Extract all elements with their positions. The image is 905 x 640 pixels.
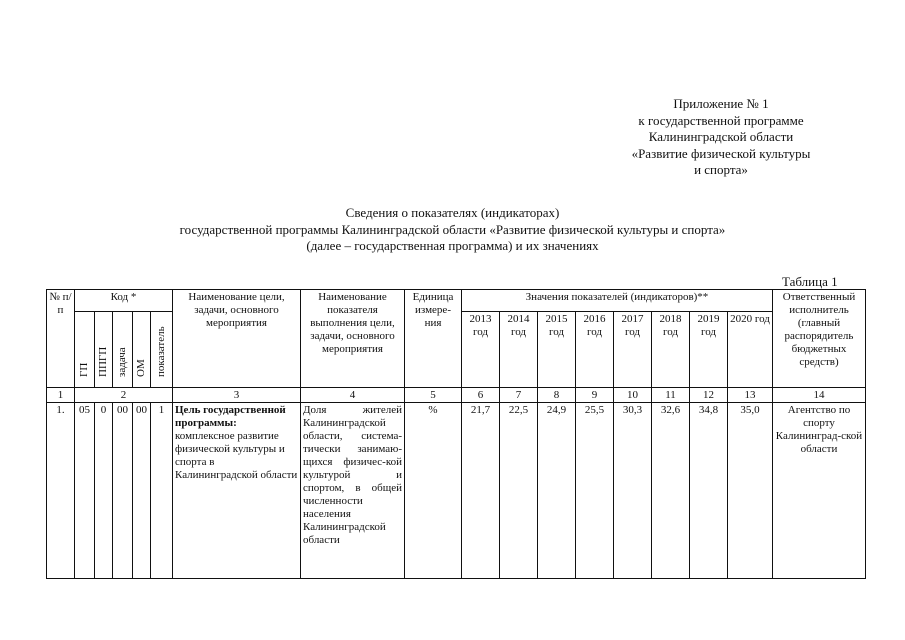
row-value: 25,5: [576, 403, 614, 579]
header-num: № п/п: [47, 290, 75, 388]
row-value: 21,7: [462, 403, 500, 579]
appendix-block: [596, 96, 846, 179]
appendix-line: Приложение № 1: [673, 96, 769, 111]
header-unit: Единица измере-ния: [405, 290, 462, 388]
column-number: 3: [173, 388, 301, 403]
appendix-line: «Развитие физической культуры: [631, 145, 811, 161]
appendix-line: Калининградской области: [648, 129, 794, 144]
column-number: 7: [500, 388, 538, 403]
table-label: Таблица 1: [782, 274, 838, 289]
title-line: (далее – государственная программа) и их значениях: [306, 238, 599, 253]
row-code-gp: 05: [75, 403, 95, 579]
header-values: Значения показателей (индикаторов)**: [462, 290, 773, 312]
header-year: 2013 год: [462, 312, 500, 388]
row-value: 32,6: [652, 403, 690, 579]
row-indicator: Доля жителей Калининградской области, система-тически занимаю-щихся физичес-кой культурой и спортом, в общей численности населения Калининградской области: [301, 403, 405, 579]
row-unit: %: [405, 403, 462, 579]
row-code-om: 00: [133, 403, 151, 579]
title-line: государственной программы Калининградской области «Развитие физической культуры и спорта»: [179, 221, 726, 237]
appendix-line: и спорта»: [694, 162, 748, 177]
row-value: 35,0: [728, 403, 773, 579]
header-code-task: [113, 312, 133, 388]
header-code-gp: [75, 312, 95, 388]
table-row: [47, 403, 866, 579]
column-number: 11: [652, 388, 690, 403]
vertical-label: ОМ: [135, 359, 147, 377]
header-code-om: [133, 312, 151, 388]
header-executor: Ответственный исполнитель (главный распорядитель бюджетных средств): [773, 290, 866, 388]
header-indicator-name: Наименование показателя выполнения цели, задачи, основного мероприятия: [301, 290, 405, 388]
vertical-label: задача: [116, 347, 128, 377]
vertical-label: ППГП: [97, 346, 109, 377]
row-value: 22,5: [500, 403, 538, 579]
row-value: 24,9: [538, 403, 576, 579]
column-number: 5: [405, 388, 462, 403]
column-number: 8: [538, 388, 576, 403]
header-year: 2019 год: [690, 312, 728, 388]
row-num: 1.: [47, 403, 75, 579]
indicators-table: [46, 289, 866, 579]
title-line: Сведения о показателях (индикаторах): [345, 205, 560, 220]
column-number: 10: [614, 388, 652, 403]
header-year: 2017 год: [614, 312, 652, 388]
vertical-label: ГП: [78, 362, 90, 377]
header-year: 2014 год: [500, 312, 538, 388]
vertical-label: показатель: [155, 326, 167, 377]
header-year: 2018 год: [652, 312, 690, 388]
row-code-task: 00: [113, 403, 133, 579]
header-goal-name: Наименование цели, задачи, основного мероприятия: [173, 290, 301, 388]
column-number: 6: [462, 388, 500, 403]
column-number: 12: [690, 388, 728, 403]
row-executor: Агентство по спорту Калининград-ской области: [773, 403, 866, 579]
header-year: 2020 год: [728, 312, 773, 388]
goal-bold-text: Цель государственной программы:: [175, 404, 286, 429]
row-goal: [173, 403, 301, 579]
document-title: [0, 205, 905, 255]
column-number: 13: [728, 388, 773, 403]
column-number: 1: [47, 388, 75, 403]
header-code-indicator: [151, 312, 173, 388]
column-number: 14: [773, 388, 866, 403]
appendix-line: к государственной программе: [638, 112, 804, 128]
column-number: 4: [301, 388, 405, 403]
goal-text: комплексное развитие физической культуры и спорта в Калининградской области: [175, 430, 298, 481]
column-number: 2: [75, 388, 173, 403]
header-code: Код *: [75, 290, 173, 312]
header-year: 2015 год: [538, 312, 576, 388]
header-year: 2016 год: [576, 312, 614, 388]
column-number: 9: [576, 388, 614, 403]
row-code-ppgp: 0: [95, 403, 113, 579]
row-code-indicator: 1: [151, 403, 173, 579]
row-value: 34,8: [690, 403, 728, 579]
row-value: 30,3: [614, 403, 652, 579]
header-code-ppgp: [95, 312, 113, 388]
